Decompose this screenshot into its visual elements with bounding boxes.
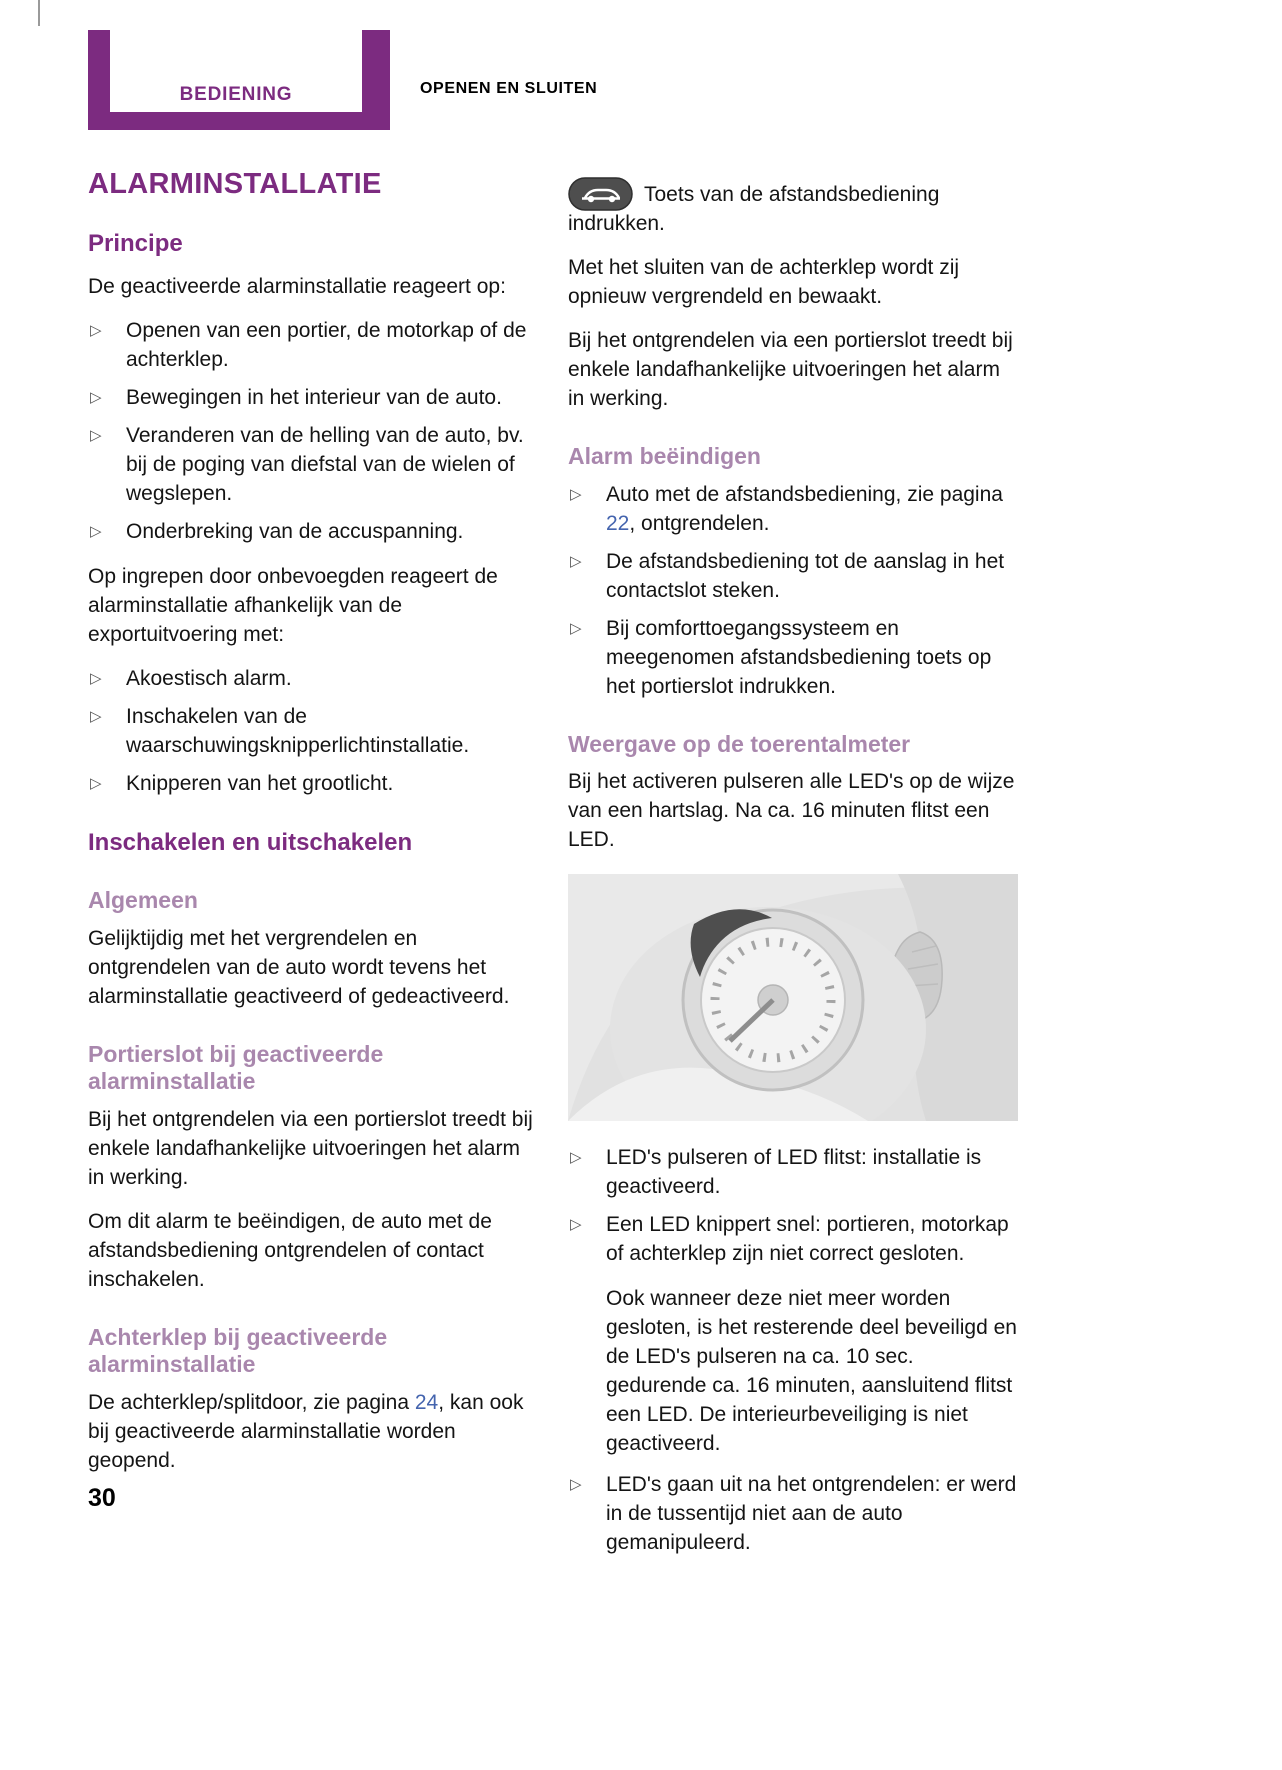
triangle-right-icon: ▷ xyxy=(90,670,102,687)
list-item-text: Bewegingen in het interieur van de auto. xyxy=(126,386,502,409)
paragraph: Bij het activeren pulseren alle LED's op de wijze van een hartslag. Na ca. 16 minuten flitst een LED. xyxy=(568,770,1015,852)
paragraph xyxy=(88,1388,540,1475)
list-item xyxy=(88,316,540,374)
list-item-text: LED's gaan uit na het ontgrendelen: er werd in de tussentijd niet aan de auto gemanipuleerd. xyxy=(606,1473,1017,1555)
list-item xyxy=(88,769,540,798)
paragraph: Op ingrepen door onbevoegden reageert de alarminstallatie afhankelijk van de exportuitvoering met: xyxy=(88,565,498,646)
heading-alarm-beeindigen: Alarm beëindigen xyxy=(568,443,761,469)
list-item-text: De afstandsbediening tot de aanslag in het contactslot steken. xyxy=(606,549,1005,602)
bullet-list xyxy=(568,1470,1018,1557)
list-item xyxy=(568,480,1018,538)
heading-portierslot: Portierslot bij geactiveerde alarminstallatie xyxy=(88,1040,384,1095)
list-item xyxy=(88,664,540,693)
list-item xyxy=(568,1143,1018,1201)
paragraph: De geactiveerde alarminstallatie reageert op: xyxy=(88,275,506,298)
heading-principe: Principe xyxy=(88,230,183,257)
list-item-text: Inschakelen van de waarschuwingsknipperlichtinstallatie. xyxy=(126,705,470,757)
paragraph-text: De achterklep/splitdoor, zie pagina xyxy=(88,1390,415,1414)
list-item-text: Onderbreking van de accuspanning. xyxy=(126,520,464,543)
bullet-list xyxy=(88,664,540,798)
list-item-text: Bij comforttoegangssysteem en meegenomen afstandsbediening toets op het portierslot indrukken. xyxy=(606,616,992,698)
list-item-text: Knipperen van het grootlicht. xyxy=(126,772,394,795)
fob-paragraph xyxy=(568,180,1018,238)
triangle-right-icon: ▷ xyxy=(90,775,102,792)
triangle-right-icon: ▷ xyxy=(90,523,102,540)
chapter-label: BEDIENING xyxy=(179,84,293,105)
paragraph-text: Toets van de afstandsbediening indrukken. xyxy=(568,183,940,235)
triangle-right-icon: ▷ xyxy=(90,389,102,406)
crop-mark xyxy=(38,0,40,26)
paragraph: Om dit alarm te beëindigen, de auto met de afstandsbediening ontgrendelen of contact inschakelen. xyxy=(88,1209,492,1291)
list-item xyxy=(88,421,540,508)
list-item-text: Openen van een portier, de motorkap of de achterklep. xyxy=(126,319,527,371)
continuation-paragraph: Ook wanneer deze niet meer worden gesloten, is het resterende deel beveiligd en de LED's pulseren na ca. 10 sec. gedurende ca. 16 minuten, aansluitend flitst een LED. De interieurbeveiliging is niet geactiveerd. xyxy=(606,1287,1017,1456)
triangle-right-icon: ▷ xyxy=(570,1149,582,1167)
triangle-right-icon: ▷ xyxy=(570,619,582,637)
triangle-right-icon: ▷ xyxy=(570,552,582,570)
triangle-right-icon: ▷ xyxy=(90,322,102,339)
heading-achterklep: Achterklep bij geactiveerde alarminstallatie xyxy=(88,1323,388,1378)
list-item-text: Akoestisch alarm. xyxy=(126,667,292,690)
chapter-tab xyxy=(88,30,390,130)
list-item xyxy=(568,547,1018,605)
triangle-right-icon: ▷ xyxy=(570,1476,582,1494)
list-item xyxy=(568,1210,1018,1268)
list-item xyxy=(88,702,540,760)
left-column xyxy=(88,170,540,1490)
remote-control-car-icon xyxy=(568,180,634,208)
list-item xyxy=(568,1470,1018,1557)
triangle-right-icon: ▷ xyxy=(570,485,582,503)
list-item-text: LED's pulseren of LED flitst: installatie is geactiveerd. xyxy=(606,1146,982,1199)
heading-inschakelen: Inschakelen en uitschakelen xyxy=(88,829,413,856)
list-item xyxy=(88,517,540,546)
bullet-list xyxy=(568,1143,1018,1268)
right-column xyxy=(568,180,1018,1573)
list-item-text: Veranderen van de helling van de auto, bv. bij de poging van diefstal van de wielen of wegslepen. xyxy=(126,424,524,505)
list-item xyxy=(88,383,540,412)
page-link-24[interactable]: 24 xyxy=(414,1390,439,1414)
page-title: ALARMINSTALLATIE xyxy=(88,168,382,200)
tachometer-figure xyxy=(568,874,1018,1121)
page-link-22[interactable]: 22 xyxy=(606,511,630,535)
heading-algemeen: Algemeen xyxy=(88,887,198,913)
paragraph-text: , kan ook bij geactiveerde alarminstallatie worden geopend. xyxy=(88,1390,524,1472)
list-item-text: Een LED knippert snel: portieren, motorkap of achterklep zijn niet correct gesloten. xyxy=(606,1213,1009,1266)
triangle-right-icon: ▷ xyxy=(570,1216,582,1234)
paragraph: Bij het ontgrendelen via een portierslot treedt bij enkele landafhankelijke uitvoeringen het alarm in werking. xyxy=(88,1107,533,1189)
paragraph: Met het sluiten van de achterklep wordt zij opnieuw vergrendeld en bewaakt. xyxy=(568,256,960,308)
list-item-text xyxy=(606,480,1018,538)
paragraph: Bij het ontgrendelen via een portierslot treedt bij enkele landafhankelijke uitvoeringen het alarm in werking. xyxy=(568,329,1013,410)
list-item xyxy=(568,614,1018,701)
heading-weergave: Weergave op de toerentalmeter xyxy=(568,730,911,757)
bullet-list xyxy=(568,480,1018,701)
bullet-list xyxy=(88,316,540,546)
paragraph-text: , ontgrendelen. xyxy=(629,511,770,535)
section-label: OPENEN EN SLUITEN xyxy=(420,80,598,97)
paragraph-text: Auto met de afstandsbediening, zie pagina xyxy=(606,482,1003,506)
triangle-right-icon: ▷ xyxy=(90,427,102,444)
triangle-right-icon: ▷ xyxy=(90,708,102,725)
paragraph: Gelijktijdig met het vergrendelen en ontgrendelen van de auto wordt tevens het alarminstallatie geactiveerd of gedeactiveerd. xyxy=(88,926,510,1008)
page-number: 30 xyxy=(88,1484,116,1512)
